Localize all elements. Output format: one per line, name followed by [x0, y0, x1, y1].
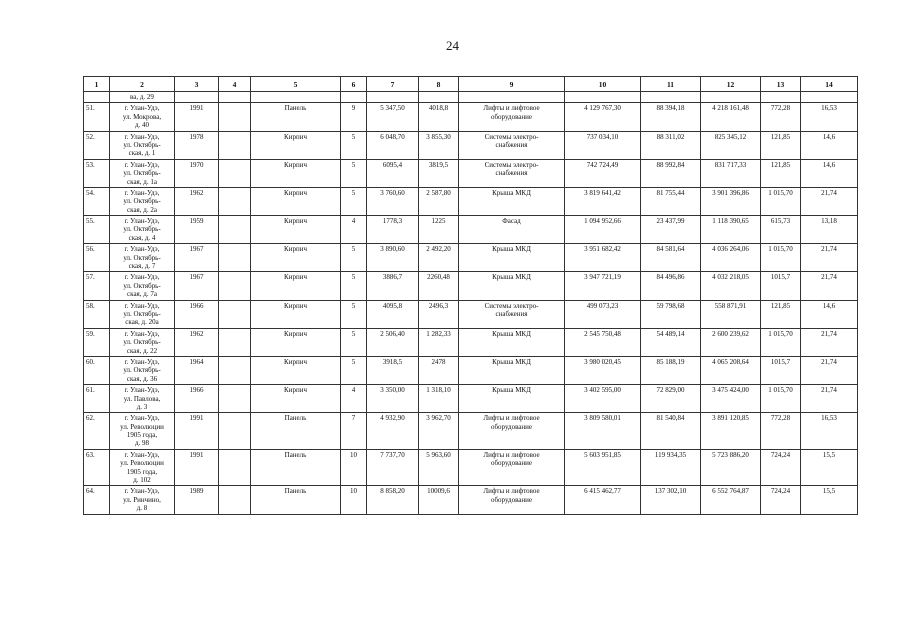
cell-cost-total: 825 345,12	[701, 131, 761, 159]
cell-address	[110, 272, 175, 300]
cell-col4	[219, 328, 251, 356]
cell-address	[110, 187, 175, 215]
cell-cost-extra: 54 489,14	[641, 328, 701, 356]
table-row	[84, 272, 858, 300]
cell-area-total: 8 858,20	[367, 486, 419, 514]
table-row	[84, 159, 858, 187]
cell-number: 64.	[84, 486, 110, 514]
cell-work-type-line: Крыша МКД	[492, 329, 531, 338]
cell-col4	[219, 159, 251, 187]
cell-year: 1959	[175, 216, 219, 244]
cell-floors: 5	[341, 159, 367, 187]
column-header-5: 5	[251, 77, 341, 92]
cell-floors: 10	[341, 449, 367, 486]
cell-unit-cost: 121,85	[761, 159, 801, 187]
cell-number: 53.	[84, 159, 110, 187]
cell-cost-total: 3 901 396,86	[701, 187, 761, 215]
cell-area-living: 3819,5	[419, 159, 459, 187]
cell-cost: 2 545 750,48	[565, 328, 641, 356]
cell-year: 1964	[175, 356, 219, 384]
cell-col4	[219, 272, 251, 300]
cell-rate: 13,18	[801, 216, 858, 244]
column-header-11: 11	[641, 77, 701, 92]
cell-col4	[219, 216, 251, 244]
building-repair-table	[83, 76, 858, 515]
cell-number: 52.	[84, 131, 110, 159]
column-header-2: 2	[110, 77, 175, 92]
cell-area-living: 2260,48	[419, 272, 459, 300]
cell-col4	[219, 486, 251, 514]
cell-year: 1991	[175, 413, 219, 450]
column-header-9: 9	[459, 77, 565, 92]
cell-address-line: г. Улан-Удэ,	[124, 245, 160, 254]
cell-cost-total: 558 871,91	[701, 300, 761, 328]
cell-address-line: ская, д. 20а	[125, 318, 159, 327]
table-row	[84, 300, 858, 328]
cell-work-type	[459, 244, 565, 272]
cell-cost-extra: 88 311,02	[641, 131, 701, 159]
cell-floors: 5	[341, 187, 367, 215]
table-row	[84, 385, 858, 413]
cell-work-type-line: снабжения	[495, 309, 528, 318]
cell-cost: 742 724,49	[565, 159, 641, 187]
cell-year: 1991	[175, 449, 219, 486]
cell-material: Кирпич	[251, 300, 341, 328]
cell-cost-total: 5 723 886,20	[701, 449, 761, 486]
cell-work-type-line: оборудование	[490, 112, 532, 121]
cell-area-total: 6 048,70	[367, 131, 419, 159]
column-header-6: 6	[341, 77, 367, 92]
cell-cost-extra: 81 540,84	[641, 413, 701, 450]
cell-work-type	[459, 272, 565, 300]
cell-area-living: 1 318,10	[419, 385, 459, 413]
cell-work-type-line: Лифты и лифтовое	[483, 487, 540, 496]
cell-area-total: 4095,8	[367, 300, 419, 328]
cell-address-line: ская, д. 7а	[127, 290, 157, 299]
cell-cost-total: 3 475 424,00	[701, 385, 761, 413]
cell-material: Кирпич	[251, 356, 341, 384]
cell-work-type	[459, 103, 565, 131]
cell-work-type	[459, 356, 565, 384]
cell-area-living: 2496,3	[419, 300, 459, 328]
column-header-7: 7	[367, 77, 419, 92]
cell-address-line: ул. Мокрова,	[122, 112, 162, 121]
cell-work-type-line: Крыша МКД	[492, 188, 531, 197]
cell-work-type	[459, 300, 565, 328]
cell-address-line: г. Улан-Удэ,	[124, 414, 160, 423]
cell-work-type-line: оборудование	[490, 422, 532, 431]
cell-cost-extra: 84 496,86	[641, 272, 701, 300]
cell-work-type-line: Крыша МКД	[492, 245, 531, 254]
cell-work-type-line: снабжения	[495, 169, 528, 178]
cell-work-type-line: Лифты и лифтовое	[483, 414, 540, 423]
cell-address-line: ская, д. 22	[126, 346, 158, 355]
cell-address-line: ская, д. 1а	[127, 177, 157, 186]
cell-number: 60.	[84, 356, 110, 384]
table-row	[84, 216, 858, 244]
cell-cost-extra: 23 437,99	[641, 216, 701, 244]
cell-area-total: 3 350,00	[367, 385, 419, 413]
cell-work-type	[459, 385, 565, 413]
cell-rate: 21,74	[801, 328, 858, 356]
cell-address	[110, 449, 175, 486]
cell-col4	[219, 244, 251, 272]
cell-number: 61.	[84, 385, 110, 413]
page-number: 24	[446, 38, 459, 53]
cell-address-line: ская, д. 4	[128, 233, 156, 242]
cell-year: 1970	[175, 159, 219, 187]
cell-address-line: ул. Октябрь-	[123, 197, 161, 206]
cell-floors: 5	[341, 244, 367, 272]
cell-unit-cost: 1 015,70	[761, 187, 801, 215]
table-row	[84, 103, 858, 131]
table-row	[84, 328, 858, 356]
cell-area-total: 3 760,60	[367, 187, 419, 215]
cell-address-line: д. 3	[136, 402, 148, 411]
cell-address	[110, 300, 175, 328]
cell-address-line: ул. Октябрь-	[123, 169, 161, 178]
cell-address-line: г. Улан-Удэ,	[124, 329, 160, 338]
cell-number: 55.	[84, 216, 110, 244]
cell-area-living: 2478	[419, 356, 459, 384]
cell-rate: 21,74	[801, 187, 858, 215]
cell-cost-extra: 88 992,84	[641, 159, 701, 187]
cell-rate: 21,74	[801, 244, 858, 272]
cell-year: 1967	[175, 272, 219, 300]
cell-cost: 5 603 951,85	[565, 449, 641, 486]
cell-floors: 5	[341, 272, 367, 300]
cell-work-type	[459, 216, 565, 244]
cell-address	[110, 103, 175, 131]
cell-floors: 4	[341, 216, 367, 244]
column-header-4: 4	[219, 77, 251, 92]
cell-address	[110, 131, 175, 159]
cell-area-living: 4018,8	[419, 103, 459, 131]
cell-number: 54.	[84, 187, 110, 215]
cell-address	[110, 328, 175, 356]
cell-work-type-line: Лифты и лифтовое	[483, 450, 540, 459]
cell-area-total: 7 737,70	[367, 449, 419, 486]
cell-rate: 16,53	[801, 413, 858, 450]
cell-number	[84, 92, 110, 103]
cell-address: ва, д. 29	[110, 92, 175, 103]
cell-work-type-line: Системы электро-	[484, 132, 539, 141]
cell-address-line: г. Улан-Удэ,	[124, 301, 160, 310]
column-header-3: 3	[175, 77, 219, 92]
cell-rate: 14,6	[801, 159, 858, 187]
table-row	[84, 413, 858, 450]
cell-rate: 15,5	[801, 486, 858, 514]
column-header-13: 13	[761, 77, 801, 92]
cell-cost-total: 4 032 218,05	[701, 272, 761, 300]
cell-cost: 6 415 462,77	[565, 486, 641, 514]
cell-material: Кирпич	[251, 187, 341, 215]
cell-number: 59.	[84, 328, 110, 356]
cell-unit-cost: 121,85	[761, 300, 801, 328]
cell-number: 57.	[84, 272, 110, 300]
cell-number: 62.	[84, 413, 110, 450]
cell-work-type-line: Системы электро-	[484, 160, 539, 169]
cell-material: Кирпич	[251, 159, 341, 187]
cell-number: 58.	[84, 300, 110, 328]
cell-cost: 4 129 767,30	[565, 103, 641, 131]
cell-unit-cost: 1015,7	[761, 272, 801, 300]
cell-unit-cost: 615,73	[761, 216, 801, 244]
table-row	[84, 356, 858, 384]
cell-rate: 16,53	[801, 103, 858, 131]
cell-material: Панель	[251, 103, 341, 131]
cell-cost-extra: 59 798,68	[641, 300, 701, 328]
cell-address-line: ул. Октябрь-	[123, 140, 161, 149]
cell-area-total: 3886,7	[367, 272, 419, 300]
column-header-1: 1	[84, 77, 110, 92]
cell-rate: 21,74	[801, 356, 858, 384]
cell-year: 1966	[175, 385, 219, 413]
cell-address-line: г. Улан-Удэ,	[124, 357, 160, 366]
cell-address	[110, 413, 175, 450]
cell-rate: 21,74	[801, 385, 858, 413]
continuation-row	[84, 92, 858, 103]
cell-col4	[219, 385, 251, 413]
cell-work-type	[459, 131, 565, 159]
cell-cost-total: 4 036 264,06	[701, 244, 761, 272]
cell-cost-total: 3 891 120,85	[701, 413, 761, 450]
cell-floors: 5	[341, 356, 367, 384]
cell-address-line: ул. Октябрь-	[123, 225, 161, 234]
cell-year: 1962	[175, 328, 219, 356]
cell-floors: 4	[341, 385, 367, 413]
cell-address-line: д. 8	[136, 504, 148, 513]
cell-work-type	[459, 328, 565, 356]
cell-unit-cost: 121,85	[761, 131, 801, 159]
cell-area-total: 1778,3	[367, 216, 419, 244]
cell-year: 1989	[175, 486, 219, 514]
cell-number: 63.	[84, 449, 110, 486]
cell-work-type-line: Системы электро-	[484, 301, 539, 310]
cell-address-line: ул. Октябрь-	[123, 366, 161, 375]
cell-material: Панель	[251, 486, 341, 514]
cell-floors: 10	[341, 486, 367, 514]
cell-col4	[219, 131, 251, 159]
cell-address-line: г. Улан-Удэ,	[124, 188, 160, 197]
cell-material: Кирпич	[251, 385, 341, 413]
cell-cost-extra: 81 755,44	[641, 187, 701, 215]
cell-rate: 15,5	[801, 449, 858, 486]
cell-year: 1991	[175, 103, 219, 131]
cell-area-living: 3 855,30	[419, 131, 459, 159]
cell-material: Кирпич	[251, 216, 341, 244]
cell-address-line: д. 98	[134, 439, 150, 448]
cell-cost: 737 034,10	[565, 131, 641, 159]
cell-address-line: г. Улан-Удэ,	[124, 273, 160, 282]
cell-floors: 9	[341, 103, 367, 131]
cell-work-type	[459, 187, 565, 215]
cell-address	[110, 486, 175, 514]
cell-area-living: 2 587,80	[419, 187, 459, 215]
cell-unit-cost: 1 015,70	[761, 385, 801, 413]
cell-col4	[219, 187, 251, 215]
cell-unit-cost: 1015,7	[761, 356, 801, 384]
cell-rate: 14,6	[801, 131, 858, 159]
cell-work-type	[459, 449, 565, 486]
column-header-8: 8	[419, 77, 459, 92]
cell-address-line: ская, д. 1	[128, 149, 156, 158]
cell-cost-total: 6 552 764,87	[701, 486, 761, 514]
cell-address-line: ская, д. 36	[126, 374, 158, 383]
cell-unit-cost: 772,28	[761, 413, 801, 450]
cell-work-type	[459, 413, 565, 450]
cell-area-living: 3 962,70	[419, 413, 459, 450]
cell-address-line: г. Улан-Удэ,	[124, 132, 160, 141]
cell-work-type-line: Крыша МКД	[492, 273, 531, 282]
cell-year: 1967	[175, 244, 219, 272]
cell-cost: 3 809 580,01	[565, 413, 641, 450]
cell-work-type-line: Лифты и лифтовое	[483, 104, 540, 113]
cell-address-line: г. Улан-Удэ,	[124, 487, 160, 496]
cell-number: 56.	[84, 244, 110, 272]
cell-cost-total: 831 717,33	[701, 159, 761, 187]
cell-address-line: ская, д. 7	[128, 262, 156, 271]
cell-cost-extra: 85 188,19	[641, 356, 701, 384]
cell-area-total: 3 890,60	[367, 244, 419, 272]
cell-col4	[219, 300, 251, 328]
cell-unit-cost: 724,24	[761, 449, 801, 486]
cell-area-living: 1 282,33	[419, 328, 459, 356]
cell-cost: 499 073,23	[565, 300, 641, 328]
cell-area-living: 2 492,20	[419, 244, 459, 272]
cell-number: 51.	[84, 103, 110, 131]
cell-col4	[219, 449, 251, 486]
cell-unit-cost: 1 015,70	[761, 244, 801, 272]
cell-address-line: 1905 года,	[126, 431, 158, 440]
cell-cost-extra: 137 302,10	[641, 486, 701, 514]
cell-address-line: ул. Октябрь-	[123, 253, 161, 262]
cell-cost-total: 2 600 239,62	[701, 328, 761, 356]
cell-address-line: 1905 года,	[126, 467, 158, 476]
cell-cost-total: 1 118 390,65	[701, 216, 761, 244]
cell-cost-extra: 119 934,35	[641, 449, 701, 486]
cell-floors: 5	[341, 300, 367, 328]
cell-address-line: ул. Ринчино,	[123, 495, 161, 504]
cell-address	[110, 244, 175, 272]
cell-col4	[219, 356, 251, 384]
cell-rate: 14,6	[801, 300, 858, 328]
cell-work-type	[459, 486, 565, 514]
cell-floors: 5	[341, 328, 367, 356]
cell-material: Панель	[251, 449, 341, 486]
header-row	[84, 77, 858, 92]
column-header-14: 14	[801, 77, 858, 92]
cell-unit-cost: 1 015,70	[761, 328, 801, 356]
cell-address-line: д. 40	[134, 121, 150, 130]
cell-floors: 5	[341, 131, 367, 159]
cell-address-line: г. Улан-Удэ,	[124, 104, 160, 113]
cell-cost-total: 4 218 161,48	[701, 103, 761, 131]
cell-address-line: ул. Октябрь-	[123, 281, 161, 290]
cell-address	[110, 356, 175, 384]
cell-col4	[219, 103, 251, 131]
cell-cost: 3 819 641,42	[565, 187, 641, 215]
table-row	[84, 449, 858, 486]
cell-cost-extra: 84 581,64	[641, 244, 701, 272]
cell-address-line: ская, д. 2а	[127, 205, 157, 214]
column-header-12: 12	[701, 77, 761, 92]
cell-unit-cost: 772,28	[761, 103, 801, 131]
cell-area-total: 4 932,90	[367, 413, 419, 450]
cell-work-type	[459, 159, 565, 187]
cell-unit-cost: 724,24	[761, 486, 801, 514]
table-row	[84, 187, 858, 215]
cell-cost-total: 4 065 208,64	[701, 356, 761, 384]
cell-work-type-line: снабжения	[495, 140, 528, 149]
cell-cost: 1 094 952,66	[565, 216, 641, 244]
cell-work-type-line: оборудование	[490, 495, 532, 504]
cell-cost: 3 980 020,45	[565, 356, 641, 384]
cell-address-line: г. Улан-Удэ,	[124, 386, 160, 395]
cell-address-line: ул. Октябрь-	[123, 309, 161, 318]
cell-area-living: 1225	[419, 216, 459, 244]
cell-work-type-line: Фасад	[502, 217, 521, 226]
cell-address-line: ул. Павлова,	[123, 394, 161, 403]
cell-address	[110, 216, 175, 244]
cell-area-living: 5 963,60	[419, 449, 459, 486]
cell-address-line: г. Улан-Удэ,	[124, 217, 160, 226]
cell-cost: 3 947 721,19	[565, 272, 641, 300]
cell-material: Кирпич	[251, 272, 341, 300]
cell-address-line: ул. Октябрь-	[123, 338, 161, 347]
cell-area-total: 3918,5	[367, 356, 419, 384]
cell-floors: 7	[341, 413, 367, 450]
cell-cost-extra: 72 829,00	[641, 385, 701, 413]
cell-material: Кирпич	[251, 244, 341, 272]
cell-material: Кирпич	[251, 328, 341, 356]
cell-address	[110, 159, 175, 187]
cell-rate: 21,74	[801, 272, 858, 300]
cell-year: 1962	[175, 187, 219, 215]
cell-work-type-line: Крыша МКД	[492, 386, 531, 395]
cell-cost: 3 951 682,42	[565, 244, 641, 272]
cell-address-line: г. Улан-Удэ,	[124, 450, 160, 459]
cell-work-type-line: оборудование	[490, 459, 532, 468]
table-row	[84, 131, 858, 159]
cell-material: Панель	[251, 413, 341, 450]
table-row	[84, 244, 858, 272]
cell-material: Кирпич	[251, 131, 341, 159]
cell-col4	[219, 413, 251, 450]
cell-address-line: ул. Революции	[120, 459, 164, 468]
cell-address-line: ул. Революции	[120, 422, 164, 431]
cell-address	[110, 385, 175, 413]
cell-address-line: д. 102	[133, 476, 151, 485]
cell-cost-extra: 88 394,18	[641, 103, 701, 131]
table-row	[84, 486, 858, 514]
cell-work-type-line: Крыша МКД	[492, 357, 531, 366]
cell-year: 1966	[175, 300, 219, 328]
cell-area-total: 6095,4	[367, 159, 419, 187]
column-header-10: 10	[565, 77, 641, 92]
cell-area-living: 10009,6	[419, 486, 459, 514]
cell-cost: 3 402 595,00	[565, 385, 641, 413]
cell-year: 1978	[175, 131, 219, 159]
cell-area-total: 2 506,40	[367, 328, 419, 356]
cell-address-line: г. Улан-Удэ,	[124, 160, 160, 169]
cell-area-total: 5 347,50	[367, 103, 419, 131]
